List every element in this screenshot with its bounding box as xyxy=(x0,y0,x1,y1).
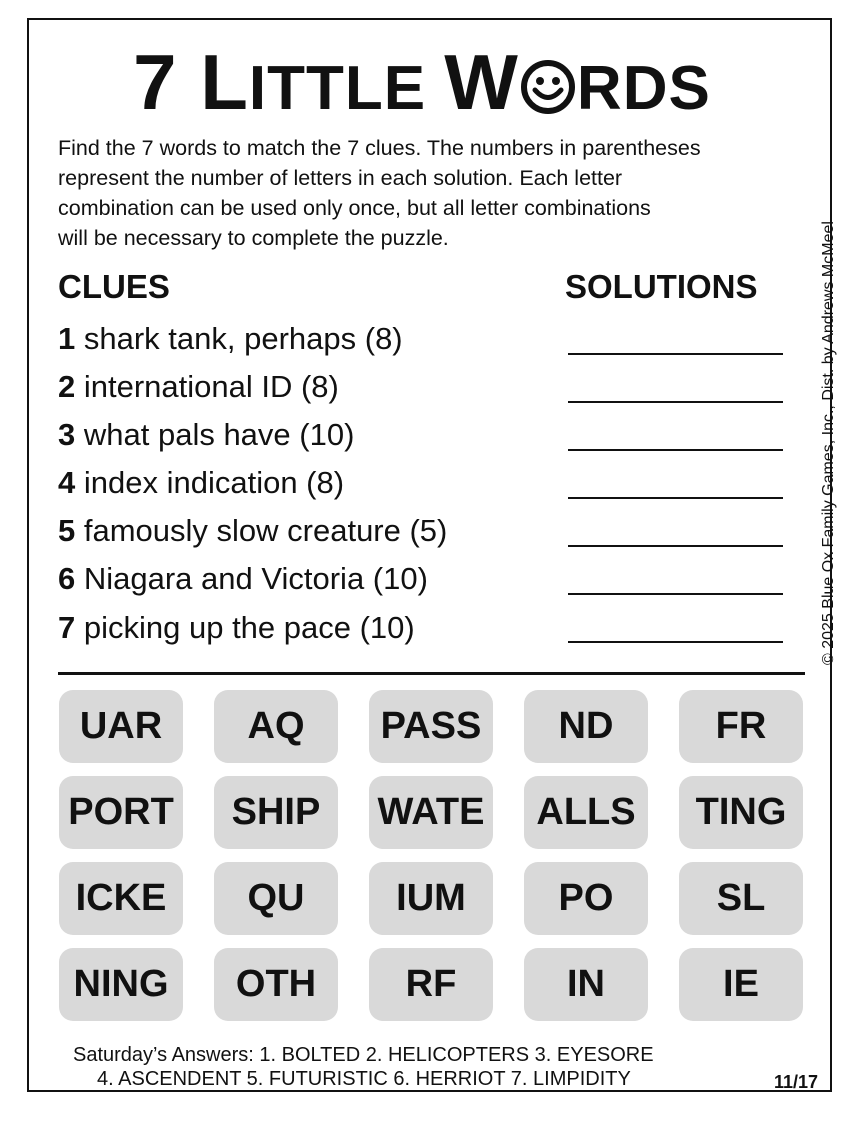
letter-tile[interactable]: IE xyxy=(679,948,803,1021)
solution-line-7[interactable] xyxy=(568,641,783,643)
letter-tile[interactable]: PO xyxy=(524,862,648,935)
title-l: L xyxy=(200,38,249,126)
letter-tile[interactable]: SL xyxy=(679,862,803,935)
solution-line-2[interactable] xyxy=(568,401,783,403)
letter-tile[interactable]: OTH xyxy=(214,948,338,1021)
title-number: 7 xyxy=(133,38,201,126)
clue-1: 1 shark tank, perhaps (8) xyxy=(58,321,403,356)
letter-tile[interactable]: PORT xyxy=(59,776,183,849)
title-ittle: ITTLE xyxy=(248,54,445,123)
letter-tile[interactable]: SHIP xyxy=(214,776,338,849)
puzzle-title xyxy=(0,38,844,129)
letter-tile[interactable]: RF xyxy=(369,948,493,1021)
letter-tile[interactable]: IN xyxy=(524,948,648,1021)
instructions: Find the 7 words to match the 7 clues. The numbers in parentheses represent the number of letters in each solution. Each letter combination can be used only once, but all letter combinations will be necessary to complete the puzzle. xyxy=(58,136,701,250)
title-rds: RDS xyxy=(576,54,711,123)
clue-5: 5 famously slow creature (5) xyxy=(58,513,448,548)
letter-tile[interactable]: ND xyxy=(524,690,648,763)
solution-line-4[interactable] xyxy=(568,497,783,499)
solution-line-5[interactable] xyxy=(568,545,783,547)
letter-tile[interactable]: PASS xyxy=(369,690,493,763)
letter-tile[interactable]: IUM xyxy=(369,862,493,935)
letter-tile[interactable]: WATE xyxy=(369,776,493,849)
solution-line-1[interactable] xyxy=(568,353,783,355)
solution-line-6[interactable] xyxy=(568,593,783,595)
letter-tile[interactable]: ALLS xyxy=(524,776,648,849)
title-w: W xyxy=(444,38,519,126)
clues-header: CLUES xyxy=(58,268,170,305)
clue-3: 3 what pals have (10) xyxy=(58,417,355,452)
section-divider xyxy=(58,672,805,675)
letter-tile[interactable]: AQ xyxy=(214,690,338,763)
letter-tile[interactable]: NING xyxy=(59,948,183,1021)
solutions-header: SOLUTIONS xyxy=(565,268,758,305)
puzzle-date: 11/17 xyxy=(774,1072,819,1092)
letter-tile[interactable]: FR xyxy=(679,690,803,763)
solution-line-3[interactable] xyxy=(568,449,783,451)
copyright-credit: © 2025 Blue Ox Family Games, Inc., Dist. by Andrews McMeel xyxy=(820,221,837,665)
letter-tile[interactable]: TING xyxy=(679,776,803,849)
clue-4: 4 index indication (8) xyxy=(58,465,345,500)
letter-tile[interactable]: UAR xyxy=(59,690,183,763)
clue-7: 7 picking up the pace (10) xyxy=(58,610,415,645)
smiley-icon xyxy=(520,48,576,128)
letter-tile[interactable]: QU xyxy=(214,862,338,935)
clue-2: 2 international ID (8) xyxy=(58,369,339,404)
clue-6: 6 Niagara and Victoria (10) xyxy=(58,561,428,596)
letter-tile[interactable]: ICKE xyxy=(59,862,183,935)
